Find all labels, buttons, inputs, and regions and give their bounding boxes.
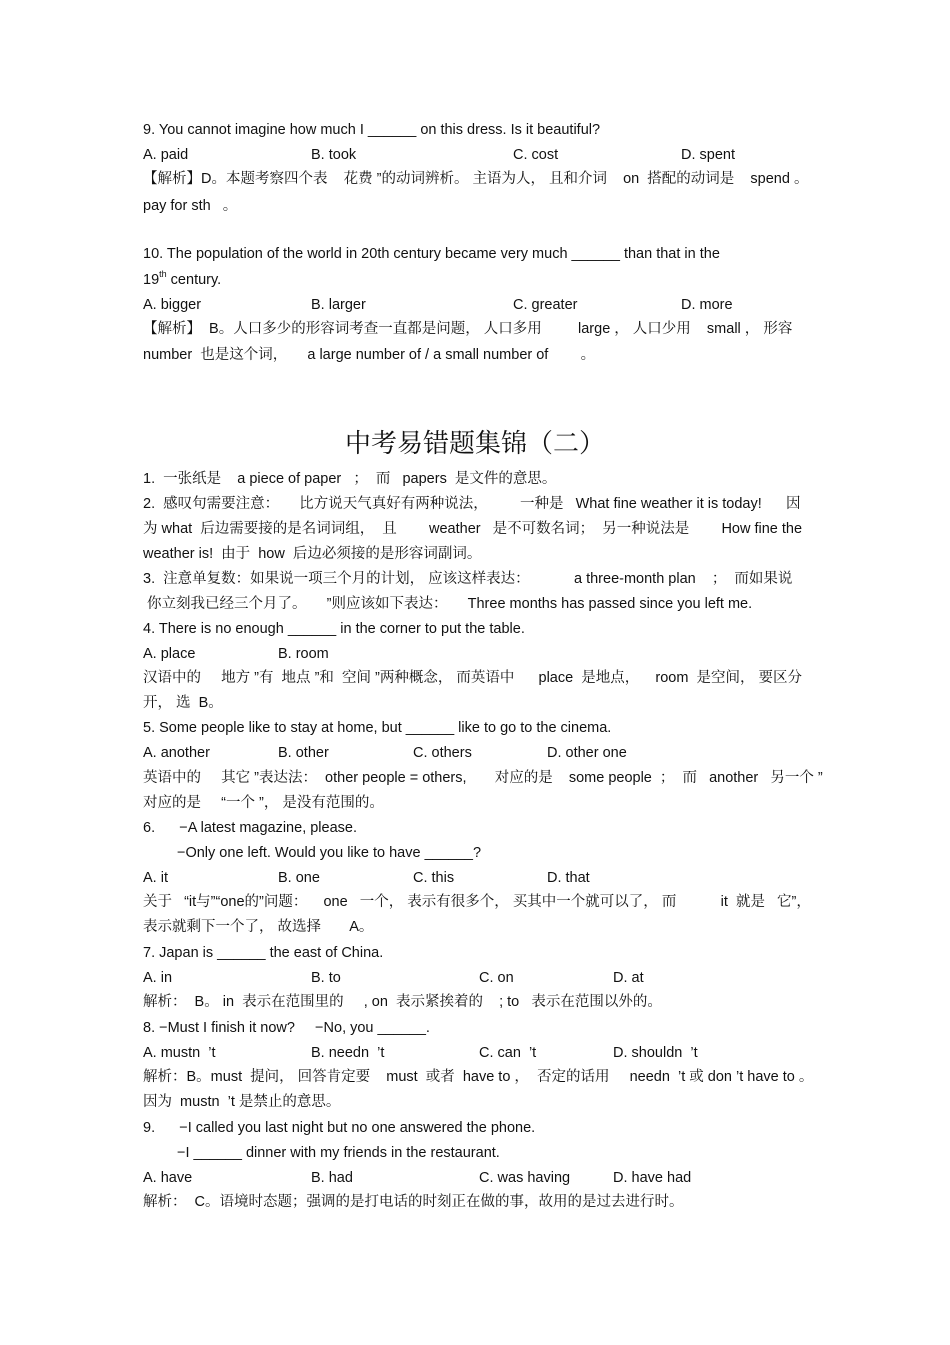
q5-question: 5. Some people like to stay at home, but ______ like to go to the cinema. xyxy=(143,720,612,736)
q10-century-word: century. xyxy=(166,272,222,288)
q4-analysis-line1: 汉语中的 地方 ”有 地点 ”和 空间 ”两种概念， 而英语中 place 是地点， room 是空间， 要区分 xyxy=(143,670,802,686)
q4-analysis-line2: 开， 选 B。 xyxy=(143,695,223,711)
q10-option-d: D. more xyxy=(681,297,733,313)
q10-century-number: 19 xyxy=(143,272,160,288)
q9b-option-d: D. have had xyxy=(613,1170,692,1186)
q9b-analysis: 解析： C。语境时态题；强调的是打电话的时刻正在做的事，故用的是过去进行时。 xyxy=(143,1194,684,1210)
q10-option-a: A. bigger xyxy=(143,297,202,313)
q10-analysis-line1: 【解析】 B。人口多少的形容词考查一直都是问题， 人口多用 large ， 人口少用 small ， 形容 xyxy=(143,321,793,337)
q5-analysis-line2: 对应的是 “一个 ”， 是没有范围的。 xyxy=(143,795,384,811)
q5-option-b: B. other xyxy=(278,745,329,761)
q10-analysis-line2: number 也是这个词， a large number of / a small number of 。 xyxy=(143,347,596,363)
q8-option-c: C. can ’t xyxy=(479,1045,537,1061)
q6-analysis-line2: 表示就剩下一个了， 故选择 A。 xyxy=(143,919,374,935)
q9-option-b: B. took xyxy=(311,147,357,163)
q6-option-a: A. it xyxy=(143,870,168,886)
q6-option-d: D. that xyxy=(547,870,590,886)
q6-line2: −Only one left. Would you like to have ______? xyxy=(177,845,482,861)
q10-option-b: B. larger xyxy=(311,297,366,313)
q9b-option-b: B. had xyxy=(311,1170,353,1186)
note-3-line2: 你立刻我已经三个月了。 ”则应该如下表达： Three months has passed since you left me. xyxy=(143,596,753,612)
q9b-line1: 9. −I called you last night but no one answered the phone. xyxy=(143,1120,536,1136)
q8-question: 8. −Must I finish it now? −No, you ______. xyxy=(143,1020,430,1036)
q8-option-d: D. shouldn ’t xyxy=(613,1045,698,1061)
note-3-line1: 3. 注意单复数：如果说一项三个月的计划， 应该这样表达： a three-month plan ； 而如果说 xyxy=(143,571,793,587)
q8-analysis-line2: 因为 mustn ’t 是禁止的意思。 xyxy=(143,1094,341,1110)
q7-option-c: C. on xyxy=(479,970,514,986)
q4-question: 4. There is no enough ______ in the corner to put the table. xyxy=(143,621,525,637)
note-2-line2: 为 what 后边需要接的是名词词组， 且 weather 是不可数名词； 另一种说法是 How fine the xyxy=(143,521,803,537)
q9-question: 9. You cannot imagine how much I ______ on this dress. Is it beautiful? xyxy=(143,122,601,138)
q10-option-c: C. greater xyxy=(513,297,578,313)
q7-question: 7. Japan is ______ the east of China. xyxy=(143,945,384,961)
note-1: 1. 一张纸是 a piece of paper ； 而 papers 是文件的意思。 xyxy=(143,471,557,487)
q10-superscript: th xyxy=(159,269,167,279)
section-title: 中考易错题集锦（二） xyxy=(344,429,605,459)
q6-option-b: B. one xyxy=(278,870,320,886)
q4-option-a: A. place xyxy=(143,646,196,662)
q7-option-d: D. at xyxy=(613,970,644,986)
note-2-line3: weather is! 由于 how 后边必须接的是形容词副词。 xyxy=(143,546,482,562)
note-2-line1: 2. 感叹句需要注意： 比方说天气真好有两种说法， 一种是 What fine weather it is today! 因 xyxy=(143,496,801,512)
q7-option-a: A. in xyxy=(143,970,173,986)
q7-option-b: B. to xyxy=(311,970,341,986)
q5-option-a: A. another xyxy=(143,745,210,761)
q5-option-c: C. others xyxy=(413,745,472,761)
q9-option-a: A. paid xyxy=(143,147,189,163)
q9-option-d: D. spent xyxy=(681,147,735,163)
q8-option-a: A. mustn ’t xyxy=(143,1045,216,1061)
q9b-line2: −I ______ dinner with my friends in the restaurant. xyxy=(177,1145,500,1161)
q9-analysis-line2: pay for sth 。 xyxy=(143,198,238,214)
q6-line1: 6. −A latest magazine, please. xyxy=(143,820,358,836)
q10-question: 10. The population of the world in 20th century became very much ______ than that in the xyxy=(143,246,720,262)
q8-option-b: B. needn ’t xyxy=(311,1045,385,1061)
q7-analysis: 解析： B。 in 表示在范围里的 , on 表示紧挨着的 ; to 表示在范围以外的。 xyxy=(143,994,662,1010)
q10-question-line2 xyxy=(143,271,221,289)
q5-option-d: D. other one xyxy=(547,745,627,761)
q6-analysis-line1: 关于 “it与”“one的”问题： one 一个， 表示有很多个， 买其中一个就可以了， 而 it 就是 它”， xyxy=(143,894,811,910)
q9b-option-a: A. have xyxy=(143,1170,193,1186)
q5-analysis-line1: 英语中的 其它 ”表达法： other people = others, 对应的是 some people ； 而 another 另一个 ” xyxy=(143,770,823,786)
q4-option-b: B. room xyxy=(278,646,329,662)
q6-option-c: C. this xyxy=(413,870,455,886)
q8-analysis-line1: 解析：B。must 提问， 回答肯定要 must 或者 have to ， 否定的话用 needn ’t 或 don ’t have to 。 xyxy=(143,1069,814,1085)
q9-option-c: C. cost xyxy=(513,147,559,163)
q9-analysis-line1: 【解析】D。本题考察四个表 花费 ”的动词辨析。 主语为人， 且和介词 on 搭配的动词是 spend 。 xyxy=(143,171,809,187)
q9b-option-c: C. was having xyxy=(479,1170,571,1186)
